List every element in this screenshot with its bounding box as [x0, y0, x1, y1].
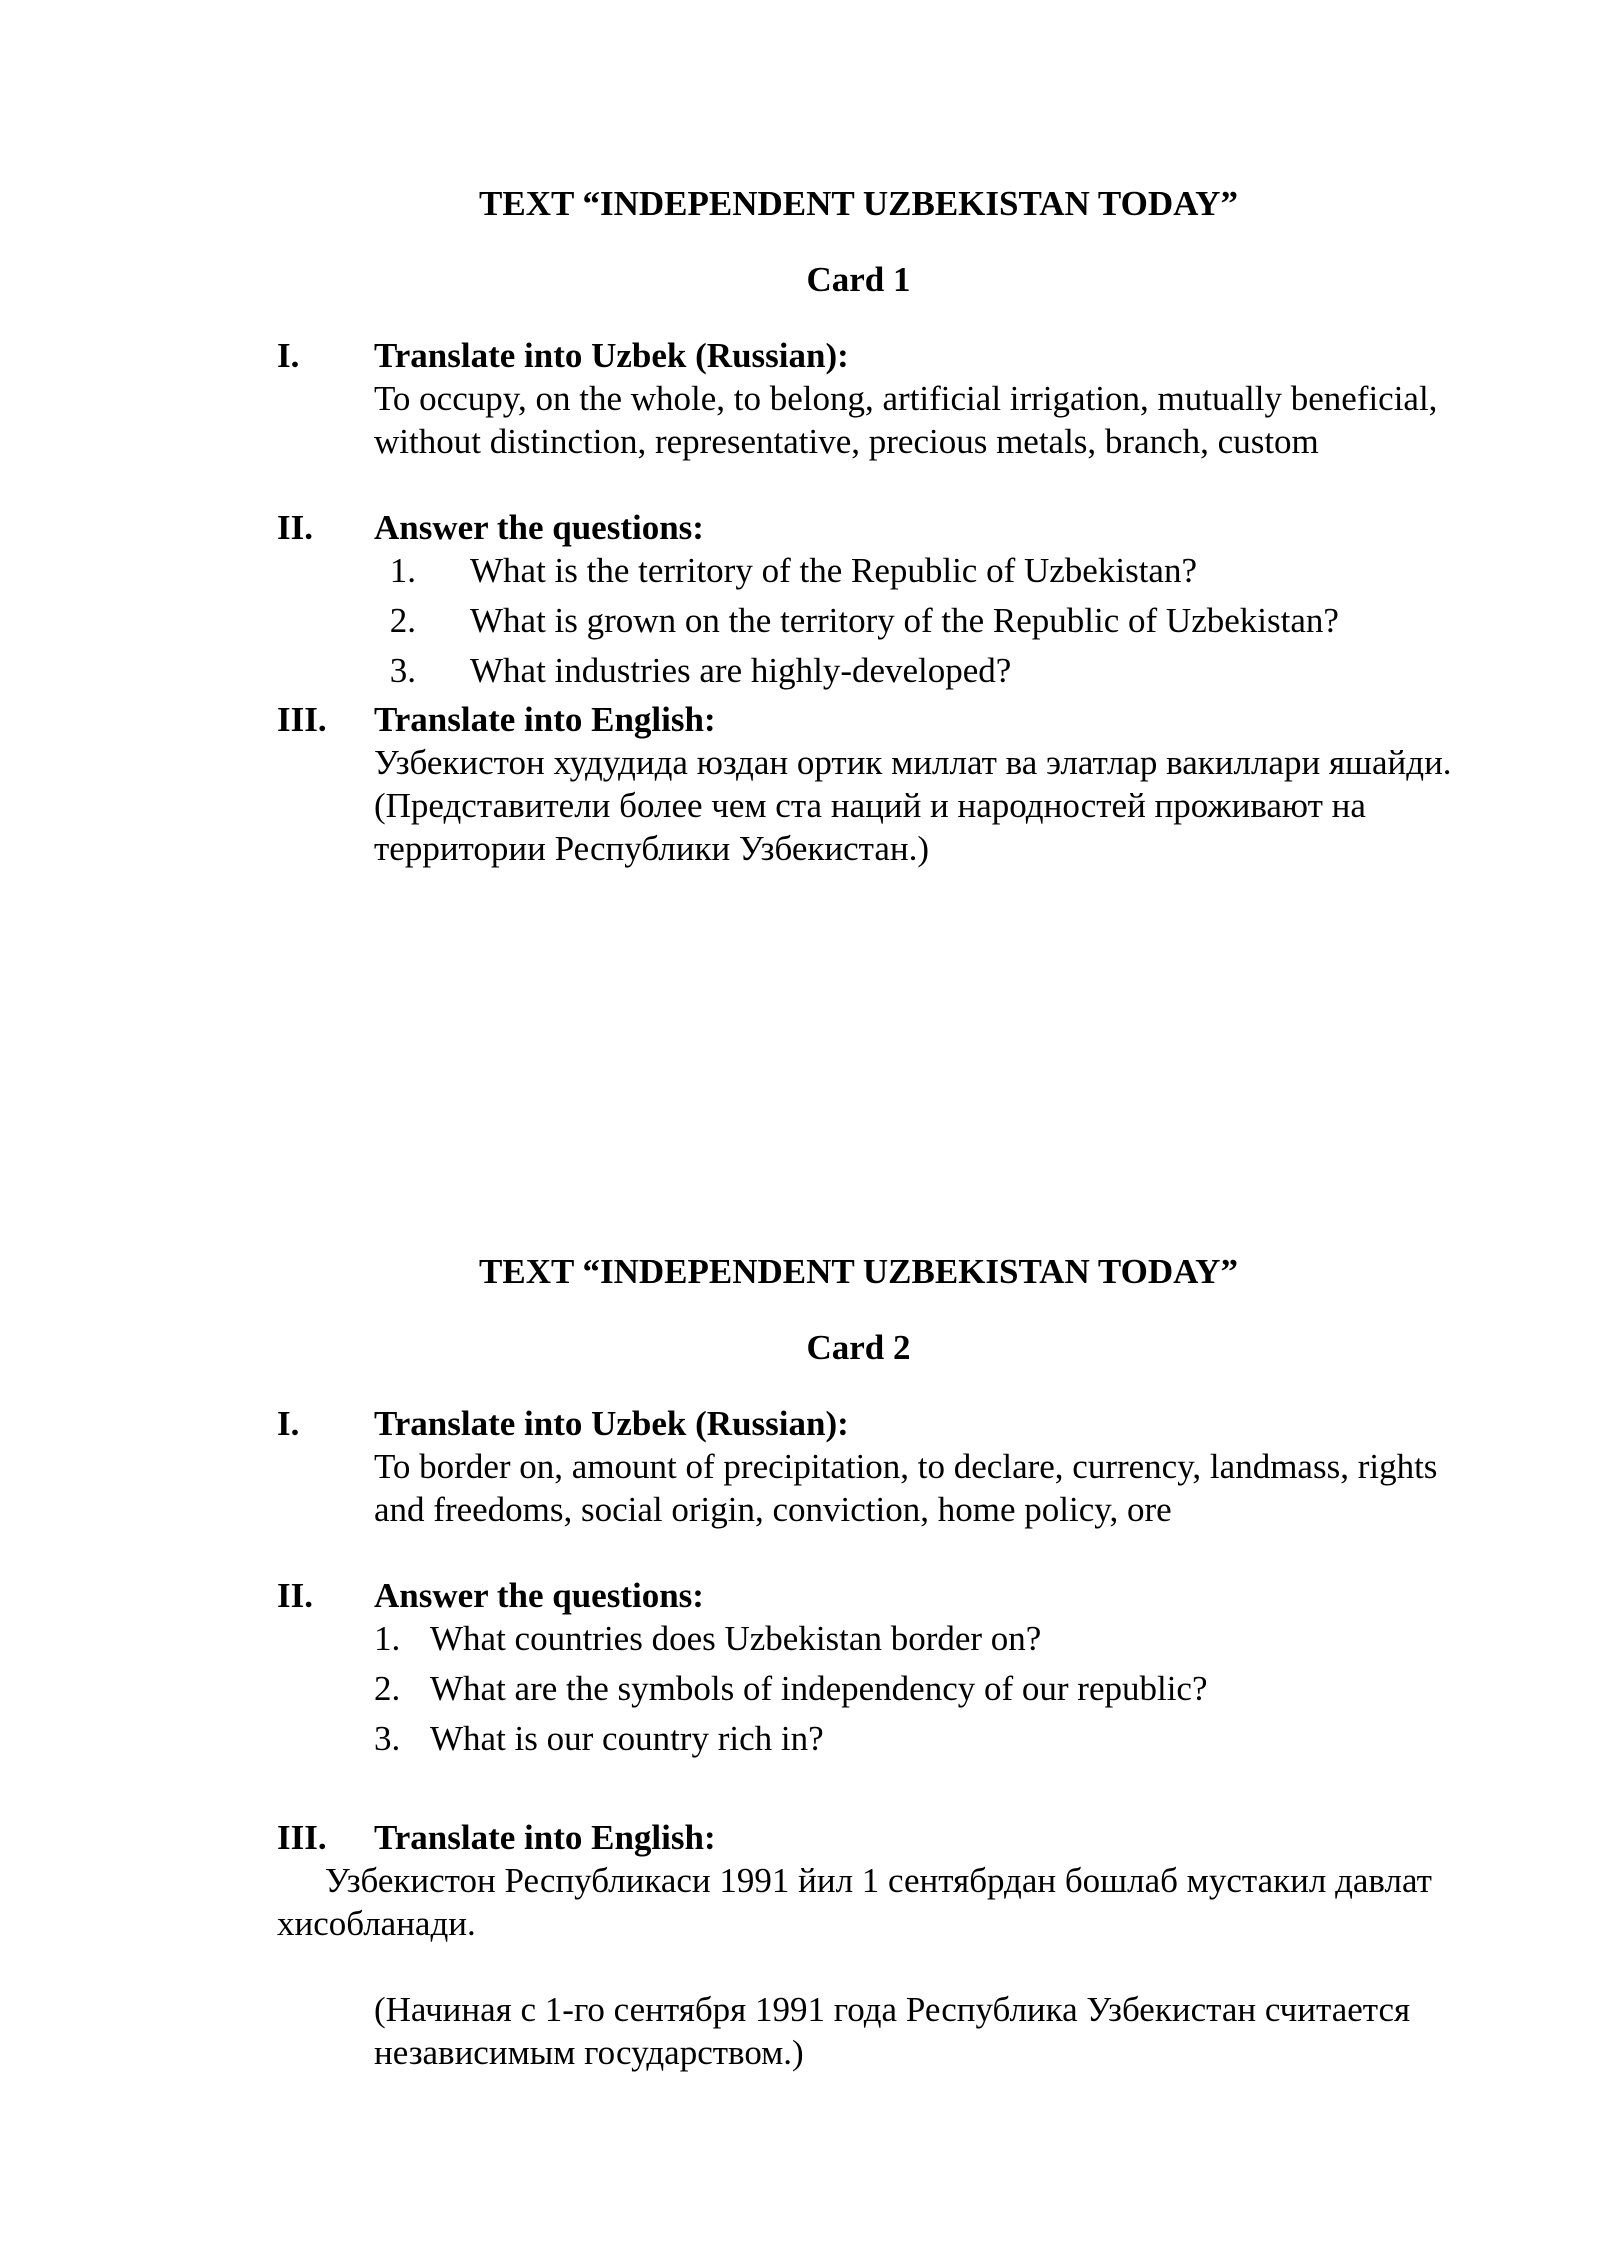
card-title: TEXT “INDEPENDENT UZBEKISTAN TODAY” — [479, 1252, 1238, 1291]
vocabulary-text: To border on, amount of precipitation, to declare, currency, landmass, rights and freedoms, social origin, conviction, home policy, ore — [374, 1447, 1438, 1529]
question-item — [374, 649, 1457, 699]
section-body — [374, 506, 1457, 699]
question-list — [374, 549, 1457, 699]
section-heading: Translate into English: — [374, 1818, 716, 1857]
section-numeral: I. — [277, 1404, 300, 1443]
translation-text: Узбекистон худудида юздан ортик миллат ва элатлар вакиллари яшайди. (Представители более чем ста наций и народностей проживают на территории Республики Узбекистан.) — [374, 743, 1452, 868]
section-body — [374, 334, 1457, 463]
question-text: What is our country rich in? — [430, 1719, 824, 1758]
section-numeral: III. — [277, 1818, 327, 1857]
question-number: 1. — [389, 551, 416, 590]
question-text: What are the symbols of independency of our republic? — [430, 1669, 1208, 1708]
question-item — [374, 1617, 1457, 1667]
card-title: TEXT “INDEPENDENT UZBEKISTAN TODAY” — [479, 184, 1238, 223]
question-item — [374, 1667, 1457, 1717]
card-label: Card 1 — [806, 260, 911, 299]
card-label: Card 2 — [806, 1328, 911, 1367]
section-numeral: II. — [277, 1576, 313, 1615]
uzbek-sentence: Узбекистон Республикаси 1991 йил 1 сентябрдан бошлаб мустакил давлат хисобланади. — [277, 1861, 1432, 1943]
question-item — [374, 549, 1457, 599]
section-numeral: I. — [277, 336, 300, 375]
section-heading: Answer the questions: — [374, 1576, 704, 1615]
question-item — [374, 1717, 1457, 1767]
question-number: 3. — [374, 1719, 401, 1758]
question-item — [374, 599, 1457, 649]
section-heading: Translate into Uzbek (Russian): — [374, 336, 849, 375]
section-numeral: II. — [277, 508, 313, 547]
question-text: What is the territory of the Republic of Uzbekistan? — [470, 551, 1197, 590]
question-number: 2. — [389, 601, 416, 640]
section-heading: Translate into Uzbek (Russian): — [374, 1404, 849, 1443]
section-body — [374, 1402, 1457, 1531]
question-text: What industries are highly-developed? — [470, 651, 1012, 690]
russian-sentence: (Начиная с 1-го сентября 1991 года Республика Узбекистан считается независимым государством.) — [374, 1990, 1411, 2072]
section-numeral: III. — [277, 700, 327, 739]
question-text: What countries does Uzbekistan border on? — [430, 1619, 1042, 1658]
question-list — [374, 1617, 1457, 1767]
question-number: 1. — [374, 1619, 401, 1658]
question-text: What is grown on the territory of the Republic of Uzbekistan? — [470, 601, 1339, 640]
question-number: 3. — [389, 651, 416, 690]
question-number: 2. — [374, 1669, 401, 1708]
section-heading: Translate into English: — [374, 700, 716, 739]
section-body — [374, 698, 1457, 870]
section-body — [374, 1816, 1457, 1859]
section-heading: Answer the questions: — [374, 508, 704, 547]
section-body — [374, 1574, 1457, 1767]
vocabulary-text: To occupy, on the whole, to belong, artificial irrigation, mutually beneficial, without distinction, representative, precious metals, branch, custom — [374, 379, 1438, 461]
